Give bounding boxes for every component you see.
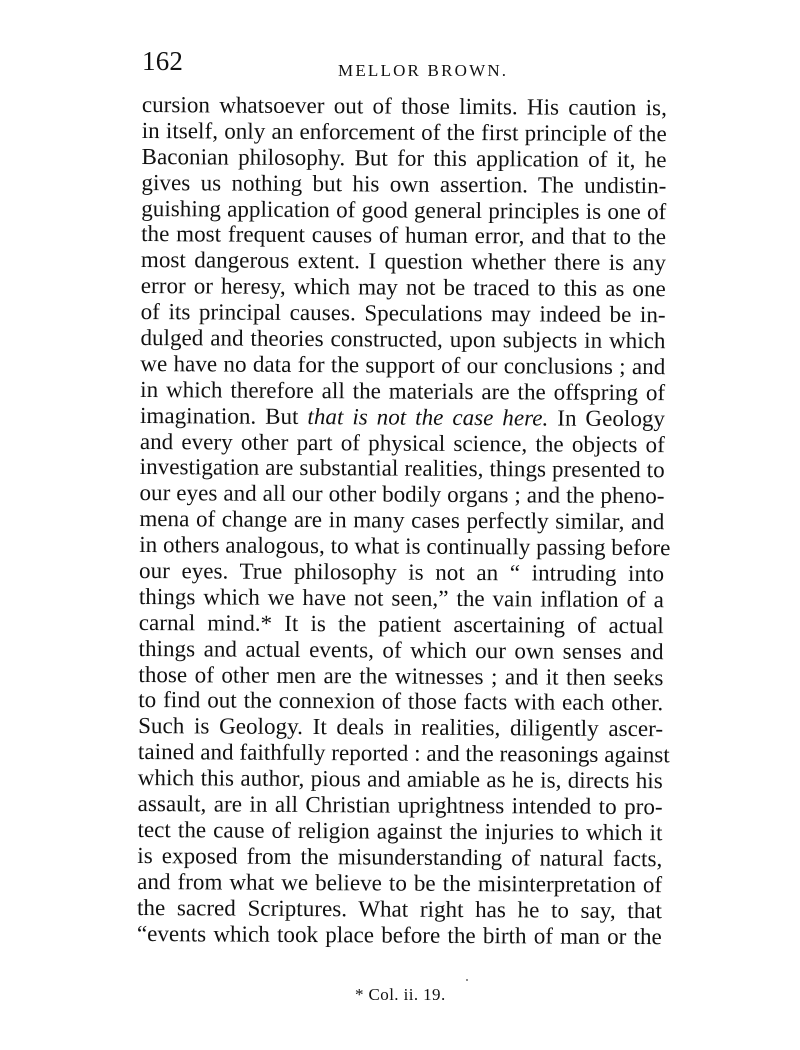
page-number: 162 — [142, 46, 184, 76]
text-line: cursion whatsoever out of those limits. His caution is, — [141, 92, 667, 121]
text-line: and every other part of physical science, the objects of — [139, 428, 665, 457]
text-line: in which therefore all the materials are the offspring of — [140, 376, 666, 405]
text-line: our eyes. True philosophy is not an “ intruding into — [139, 558, 665, 587]
text-line: in itself, only an enforcement of the first principle of the — [141, 117, 667, 147]
body-text — [136, 92, 671, 950]
running-title: MELLOR BROWN. — [338, 61, 509, 80]
text-line: those of other men are the witnesses ; and it then seeks — [138, 661, 664, 690]
text-line: to find out the connexion of those facts with each other. — [138, 687, 664, 716]
text-line: the most frequent causes of human error, and that to the — [141, 221, 667, 250]
text-line: things which we have not seen,” the vain inflation of a — [138, 583, 664, 613]
text-line: we have no data for the support of our conclusions ; and — [140, 350, 666, 380]
text-line: investigation are substantial realities, things presented to — [139, 454, 665, 483]
text-line: things and actual events, of which our own senses and — [138, 635, 664, 664]
text-line: which this author, pious and amiable as he is, directs his — [137, 765, 663, 794]
text-line: Baconian philosophy. But for this application of it, he — [141, 143, 667, 172]
text-line: carnal mind.* It is the patient ascertaining of actual — [138, 609, 664, 639]
text-line: in others analogous, to what is continually passing before — [139, 532, 671, 561]
text-segment: In Geology — [548, 405, 666, 431]
text-line: our eyes and all our other bodily organs ; and the pheno- — [139, 480, 665, 509]
text-line: of its principal causes. Speculations may indeed be in- — [140, 299, 666, 328]
text-segment: imagination. But — [139, 402, 308, 429]
text-line: gives us nothing but his own assertion. The undistin- — [141, 169, 667, 198]
text-line: tained and faithfully reported : and the reasonings against — [137, 739, 670, 768]
text-line: the sacred Scriptures. What right has he to say, that — [136, 894, 663, 923]
text-line: “events which took place before the birth of man or the — [136, 920, 662, 949]
text-line: most dangerous extent. I question whether there is any — [140, 247, 667, 276]
text-line: mena of change are in many cases perfectly similar, and — [139, 506, 665, 535]
text-line: tect the cause of religion against the injuries to which it — [137, 816, 663, 846]
text-line: dulged and theories constructed, upon subjects in which — [140, 325, 666, 354]
text-line: error or heresy, which may not be traced to this as one — [140, 273, 666, 302]
text-line-with-italic — [140, 403, 665, 432]
text-line: and from what we believe to be the misinterpretation of — [137, 868, 663, 897]
italic-phrase: that is not the case here. — [307, 403, 549, 431]
print-speck — [466, 979, 468, 981]
footnote: * Col. ii. 19. — [355, 985, 446, 1004]
text-line: assault, are in all Christian uprightness intended to pro- — [137, 791, 663, 820]
text-line: is exposed from the misunderstanding of natural facts, — [137, 842, 663, 872]
text-line: Such is Geology. It deals in realities, diligently ascer- — [138, 713, 664, 742]
text-line: guishing application of good general principles is one of — [141, 195, 667, 224]
